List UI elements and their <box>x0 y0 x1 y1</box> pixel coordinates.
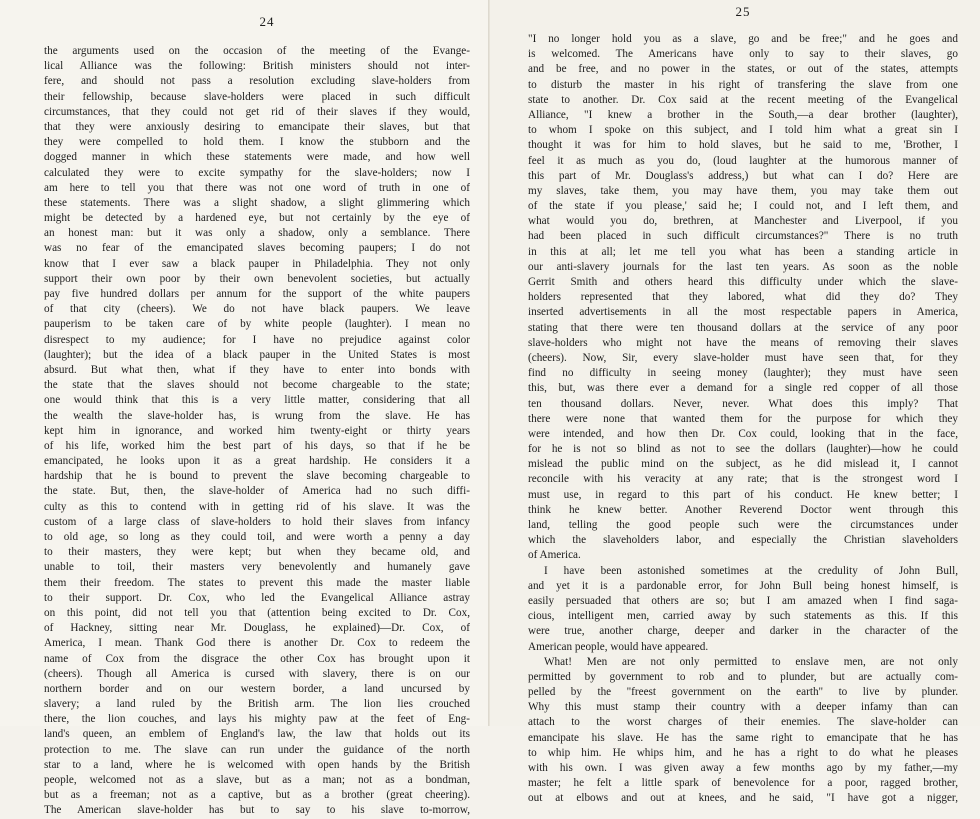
text-line: there were none that wanted them for the purpose for which they <box>528 412 958 425</box>
text-line: mislead the public mind on the subject, as he did mislead it, I cannot <box>528 458 958 471</box>
text-line: our anti-slavery journals for the last ten years. As soon as the noble <box>528 260 958 273</box>
text-line: stating that there were ten thousand dollars at the service of any poor <box>528 321 958 334</box>
text-line: absurd. But what then, what if they have to enter into bonds with <box>44 363 470 376</box>
text-line: land, telling the good people such were the circumstances under <box>528 519 958 531</box>
text-line: of the state if you please,' said he; I could not, and I left them, and <box>528 200 958 213</box>
text-line: these statements. There was a slight shadow, a slight glimmering which <box>44 196 470 209</box>
text-line: one would think that this is a very little matter, considering that all <box>44 394 470 407</box>
text-line: them their freedom. The states to prevent this made the master liable <box>44 576 470 589</box>
text-line: the state that the slaves should not become chargeable to the state; <box>44 379 470 392</box>
left-page <box>0 0 490 817</box>
text-line: Why this must stamp their country with a deeper infamy than can <box>528 701 958 714</box>
text-line: that they were anxiously desiring to emancipate their slaves, but that <box>44 120 470 133</box>
right-page <box>490 0 980 805</box>
text-line: for he is not so blind as not to see the dollars (laughter)—how he could <box>528 443 958 456</box>
text-line: in this at all; let me tell you what has been a standing article in <box>528 245 958 258</box>
text-line: lical Alliance was the following: British ministers should not inter- <box>44 60 470 73</box>
text-line: disrespect to my audience; for I have no prejudice against color <box>44 333 470 346</box>
text-line: land's queen, an emblem of England's law, the law that holds out its <box>44 728 470 741</box>
text-line: of America. <box>528 549 581 562</box>
left-page-body <box>44 44 470 819</box>
right-page-number: 25 <box>735 4 751 19</box>
text-line: easily persuaded that others are so; but I am amazed when I find saga- <box>528 594 958 607</box>
text-line: Alliance, "I knew a brother in the South,—a dear brother (laughter), <box>528 108 958 121</box>
text-line: emancipated, he looks upon it as a great hardship. He considers it a <box>44 455 470 468</box>
text-line: to old age, so long as they could toil, and were worth a penny a day <box>44 531 470 543</box>
text-line: to their support. Dr. Cox, who led the Evangelical Alliance astray <box>44 591 470 604</box>
text-line: my slaves, take them, you may have them, you may take them out <box>528 184 958 197</box>
text-line: of his life, worked him the best part of his days, so that if he be <box>44 439 470 452</box>
text-line: find no difficulty in seeing money (laughter); they must have seen <box>528 367 958 380</box>
text-line: (laughter); but the idea of a black pauper in the United States is most <box>44 348 470 361</box>
text-line: custom of a large class of slave-holders to hold their slaves from infancy <box>44 515 470 528</box>
text-line: fere, and should not pass a resolution excluding slave-holders from <box>44 75 470 88</box>
text-line: protection to me. The slave can run under the guidance of the north <box>44 743 470 756</box>
text-line: "I no longer hold you as a slave, go and be free;" and he goes and <box>528 33 958 45</box>
text-line: and be free, and no power in the states, or out of the states, attempts <box>528 63 958 76</box>
text-line: were true, another charge, deeper and darker in the character of the <box>528 625 958 638</box>
text-line: slavery; a land ruled by the British arm. The lion lies crouched <box>44 698 470 711</box>
text-line: there, the lion couches, and lays his mighty paw at the feet of Eng- <box>44 713 470 726</box>
text-line: must use, in regard to this part of his conduct. He knew better; I <box>528 488 958 501</box>
text-line: to whip him. He whips him, and he has a right to do what he pleases <box>528 746 958 759</box>
text-line: an honest man: but it was only a shadow, only a semblance. There <box>44 227 470 240</box>
text-line: holders represented that they labored, what did they do? They <box>528 291 958 304</box>
text-line: this part of Mr. Douglass's address,) but what can I do? Here are <box>528 169 958 182</box>
text-line: ten thousand dollars. Never, never. What does this imply? That <box>528 397 958 410</box>
text-line: out at elbows and out at knees, and he said, "I have got a nigger, <box>528 792 958 805</box>
text-line: the wealth the slave-holder has, is wrung from the slave. He has <box>44 409 470 422</box>
text-line: is welcomed. The Americans have only to say to their slaves, go <box>528 48 958 61</box>
text-line: this, but, was there ever a demand for a single red copper of all those <box>528 382 958 395</box>
text-line: culty as this to contend with in getting rid of his slave. It was the <box>44 500 470 513</box>
text-line: the arguments used on the occasion of the meeting of the Evange- <box>44 45 470 57</box>
text-line: pauperism to be taken care of by white people (laughter). I mean no <box>44 318 470 331</box>
text-line: emancipate his slave. He has the same right to emancipate that he has <box>528 731 958 744</box>
text-line: state to another. Dr. Cox said at the recent meeting of the Evangelical <box>528 93 958 106</box>
text-line: of Hackney, sitting near Mr. Douglass, he explained)—Dr. Cox, of <box>44 622 470 635</box>
text-line: feel it as much as you do, (loud laughter at the humorous manner of <box>528 154 958 167</box>
text-line: What! Men are not only permitted to enslave men, are not only <box>544 655 958 668</box>
left-page-number: 24 <box>259 14 275 29</box>
text-line: on this point, did not tell you that (attention being excited to Dr. Cox, <box>44 606 470 619</box>
text-line: star to a land, where he is welcomed with open hands by the British <box>44 758 470 771</box>
text-line: I have been astonished sometimes at the credulity of John Bull, <box>544 564 958 577</box>
text-line: pay five hundred dollars per annum for the support of the white paupers <box>44 288 470 300</box>
text-line: but as a freeman; not as a captive, but as a brother (great cheering). <box>44 789 470 802</box>
right-page-body <box>528 32 958 807</box>
text-line: (cheers). Though all America is cursed with slavery, there is on our <box>44 667 470 680</box>
text-line: might be detected by a hardened eye, but not certainly by the eye of <box>44 212 470 225</box>
text-line: and yet it is a pardonable error, for John Bull being honest himself, is <box>528 579 958 592</box>
text-line: to whom I spoke on this subject, and I told him what a great sin I <box>528 124 958 137</box>
text-line: reconcile with his veracity at any rate; that is the strongest word I <box>528 473 958 486</box>
text-line: calculated they were to excite sympathy for the slave-holders; now I <box>44 166 470 179</box>
text-line: permitted by government to rob and to plunder, but are actually com- <box>528 670 958 683</box>
text-line: the state. But, then, the slave-holder of America had no such diffi- <box>44 485 470 498</box>
text-line: America, I mean. Thank God there is another Dr. Cox to redeem the <box>44 637 470 650</box>
text-line: circumstances, that they could not get rid of their slaves if they would, <box>44 105 470 118</box>
text-line: hardship that he is bound to prevent the slave becoming chargeable to <box>44 470 470 483</box>
text-line: cious, intelligent men, carried away by such statements as this. If this <box>528 610 958 623</box>
text-line: thought it was for him to hold slaves, but he said to me, 'Brother, I <box>528 139 958 152</box>
text-line: slave-holders who might not have the means of removing their slaves <box>528 336 958 349</box>
text-line: had been placed in such difficult circumstances?" There is no truth <box>528 230 958 243</box>
text-line: which the slaveholders labor, and especially the Christian slaveholders <box>528 534 958 547</box>
text-line: unable to toil, their masters very benevolently and humanely gave <box>44 561 470 574</box>
text-line: was no fear of the emancipated slaves becoming paupers; I do not <box>44 242 470 255</box>
text-line: they were compelled to hold them. I know the stubborn and the <box>44 136 470 149</box>
text-line: dogged manner in which these statements were made, and how well <box>44 151 470 164</box>
text-line: know that I ever saw a black pauper in Philadelphia. They not only <box>44 257 470 270</box>
text-line: (cheers). Now, Sir, every slave-holder must have seen that, for they <box>528 351 958 364</box>
text-line: kept him in ignorance, and worked him twenty-eight or thirty years <box>44 424 470 437</box>
text-line: of that city (cheers). We do not have black paupers. We leave <box>44 303 470 316</box>
text-line: American people, would have appeared. <box>528 640 709 653</box>
text-line: attach to the worst charges of their enemies. The slave-holder can <box>528 716 958 729</box>
text-line: what would you do, brethren, at Manchester and Liverpool, if you <box>528 215 958 228</box>
text-line: to their masters, they were kept; but when they became old, and <box>44 546 470 559</box>
text-line: with his own. I was given away a few months ago by my father,—my <box>528 762 958 774</box>
text-line: Gerrit Smith and others heard this difficulty under which the slave- <box>528 276 958 288</box>
text-line: am here to tell you that there was not one word of truth in one of <box>44 181 470 194</box>
text-line: think he knew better. Another Reverend Doctor went through this <box>528 503 958 516</box>
text-line: their fellowship, because slave-holders were placed in such difficult <box>44 90 470 103</box>
text-line: master; he felt a little spark of benevolence for a poor, ragged brother, <box>528 777 958 790</box>
text-line: people, welcomed not as a slave, but as a man; not as a bondman, <box>44 774 470 786</box>
text-line: to disturb the master in his right of transfering the slave from one <box>528 78 958 91</box>
text-line: northern border and on our western border, a land uncursed by <box>44 682 470 695</box>
text-line: pelled by the "freest government on the earth" to live by plunder. <box>528 686 958 699</box>
text-line: were intended, and how then Dr. Cox could, looking that in the face, <box>528 427 958 440</box>
text-line: name of Cox from the disgrace the other Cox has brought upon it <box>44 652 470 665</box>
text-line: support their own poor by their own benevolent societies, but actually <box>44 272 470 285</box>
text-line: inserted advertisements in all the most respectable papers in America, <box>528 306 958 319</box>
text-line: The American slave-holder has but to say to his slave to-morrow, <box>44 804 470 817</box>
